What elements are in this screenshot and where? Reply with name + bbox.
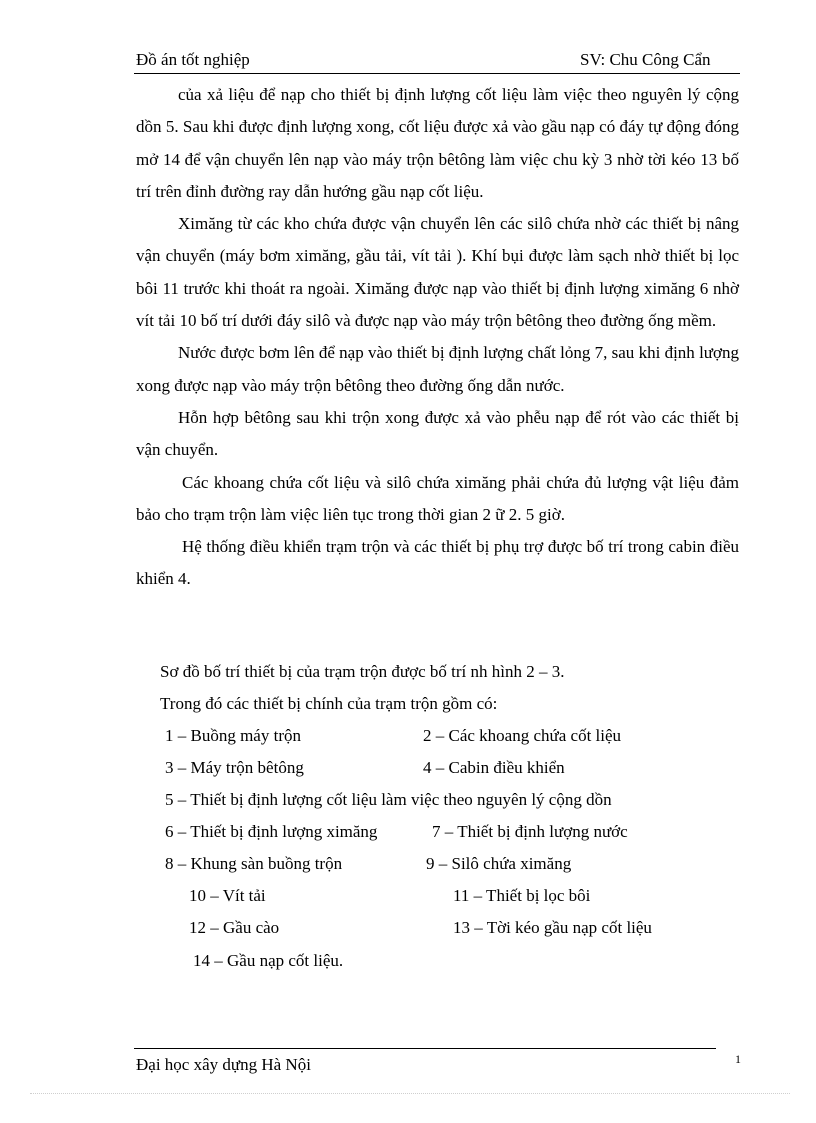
body-text [136,79,739,596]
footer-rule [134,1048,716,1049]
header-title: Đồ án tốt nghiệp [136,50,250,69]
header-student: SV: Chu Công Cẩn [580,50,711,69]
list-intro: Trong đó các thiết bị chính của trạm trộn gồm có: [160,694,498,713]
header-rule [134,73,740,74]
equipment-item: 5 – Thiết bị định lượng cốt liệu làm việc theo nguyên lý cộng dồn [165,790,612,809]
equipment-item: 8 – Khung sàn buồng trộn [165,854,343,873]
equipment-item: 11 – Thiết bị lọc bôi [453,886,591,905]
equipment-item: 10 – Vít tải [189,886,266,905]
equipment-item: 1 – Buồng máy trộn [165,726,301,745]
paragraph: Hỗn hợp bêtông sau khi trộn xong được xả vào phễu nạp để rót vào các thiết bị vận chuyển. [136,407,739,460]
paragraph: Các khoang chứa cốt liệu và silô chứa ximăng phải chứa đủ lượng vật liệu đảm bảo cho trạm trộn làm việc liên tục trong thời gian 2 ữ 2. 5 giờ. [136,472,739,524]
page-boundary [30,1093,790,1094]
equipment-item: 3 – Máy trộn bêtông [165,758,304,777]
paragraph: Nước được bơm lên để nạp vào thiết bị định lượng chất lỏng 7, sau khi định lượng xong được nạp vào máy trộn bêtông theo đường ống dẫn nước. [136,343,739,395]
equipment-item: 14 – Gầu nạp cốt liệu. [193,951,344,970]
equipment-item: 12 – Gầu cào [189,918,280,937]
layout-intro: Sơ đồ bố trí thiết bị của trạm trộn được bố trí nh hình 2 – 3. [160,662,565,681]
page-number: 1 [735,1052,741,1066]
equipment-item: 13 – Tời kéo gầu nạp cốt liệu [453,918,652,937]
equipment-item: 9 – Silô chứa ximăng [426,854,572,873]
equipment-item: 7 – Thiết bị định lượng nước [432,822,628,841]
equipment-item: 4 – Cabin điều khiển [423,758,565,777]
paragraph: Hệ thống điều khiển trạm trộn và các thiết bị phụ trợ được bố trí trong cabin điều khiển 4. [136,537,739,589]
paragraph: của xả liệu để nạp cho thiết bị định lượng cốt liệu làm việc theo nguyên lý cộng dồn 5. Sau khi được định lượng xong, cốt liệu được xả vào gầu nạp có đáy tự động đóng mở 14 để vận chuyển lên nạp vào máy trộn bêtông làm việc chu kỳ 3 nhờ tời kéo 13 bố trí trên đỉnh đường ray dẫn hướng gầu nạp cốt liệu. [136,85,739,201]
equipment-item: 6 – Thiết bị định lượng ximăng [165,822,378,841]
footer-university: Đại học xây dựng Hà Nội [136,1055,311,1074]
equipment-item: 2 – Các khoang chứa cốt liệu [423,726,622,745]
paragraph: Ximăng từ các kho chứa được vận chuyển lên các silô chứa nhờ các thiết bị nâng vận chuyển (máy bơm ximăng, gầu tải, vít tải ). Khí bụi được làm sạch nhờ thiết bị lọc bôi 11 trước khi thoát ra ngoài. Ximăng được nạp vào thiết bị định lượng ximăng 6 nhờ vít tải 10 bố trí dưới đáy silô và được nạp vào máy trộn bêtông theo đường ống mềm. [136,214,739,331]
